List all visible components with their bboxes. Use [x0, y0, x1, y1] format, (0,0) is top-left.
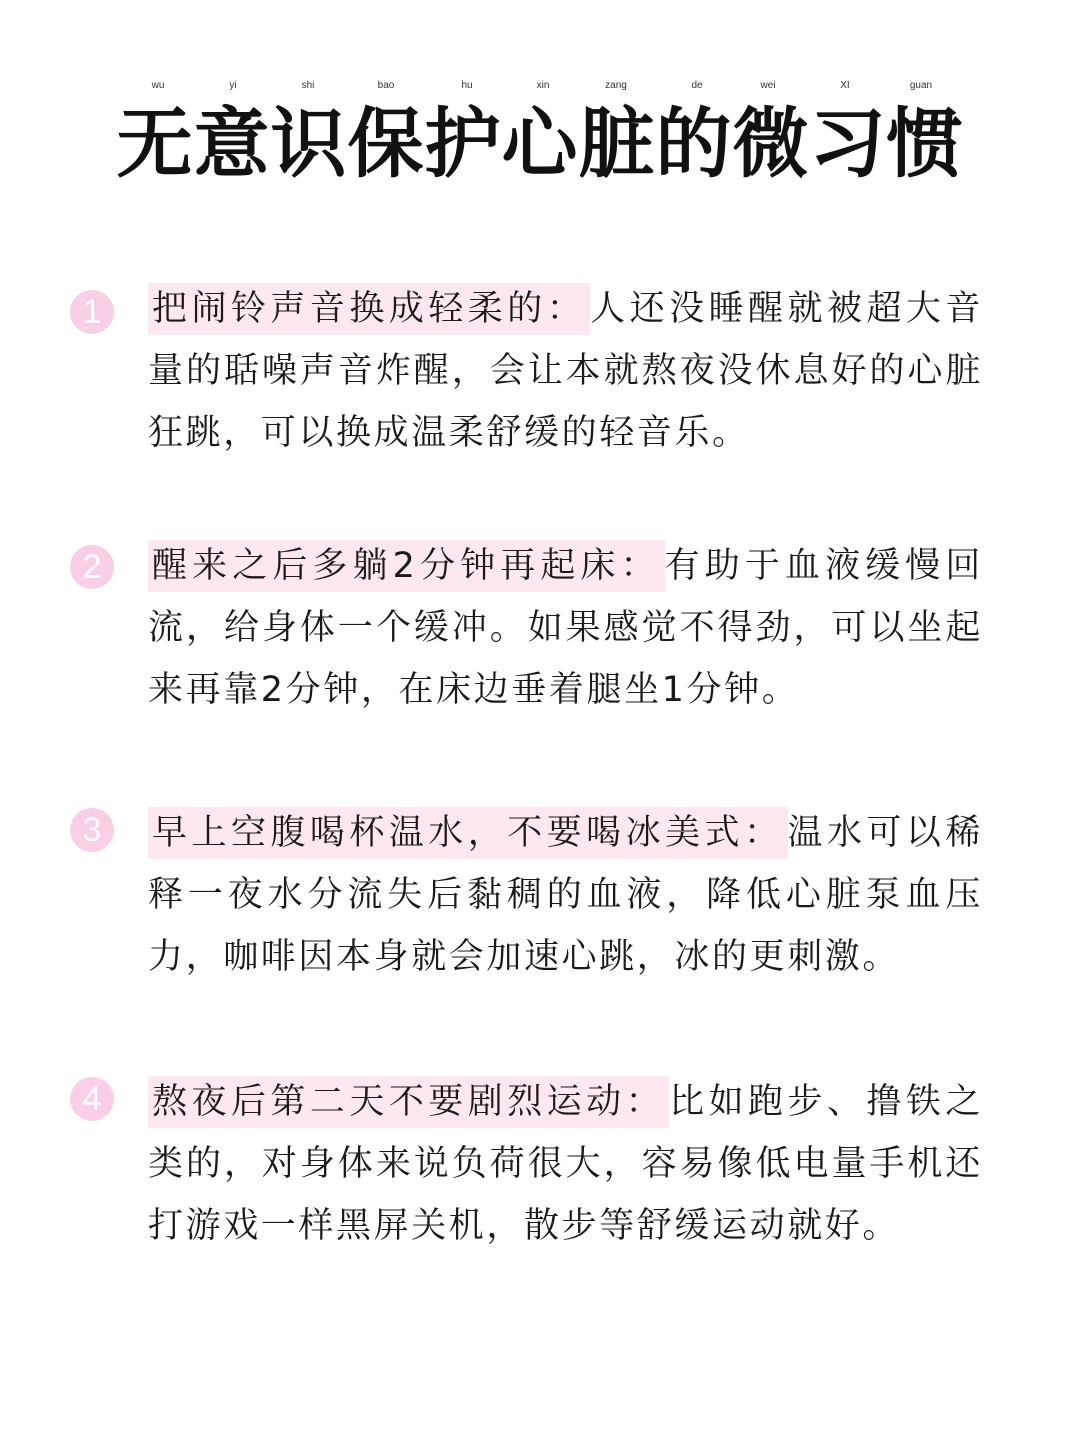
habit-text	[148, 1071, 983, 1257]
pinyin-syllable: zang	[605, 80, 627, 91]
habit-heading: 把闹铃声音换成轻柔的：	[148, 283, 590, 335]
pinyin-syllable: xin	[536, 80, 550, 91]
pinyin-syllable: guan	[909, 80, 933, 91]
habit-text	[148, 802, 983, 988]
page-title: 无意识保护心脏的微习惯	[116, 99, 964, 188]
pinyin-syllable: wu	[151, 80, 165, 91]
habit-body: 温水可以稀释一夜水分流失后黏稠的血液，降低心脏泵血压力，咖啡因本身就会加速心跳，冰的更刺激。	[148, 813, 983, 977]
habit-heading: 早上空腹喝杯温水，不要喝冰美式：	[148, 807, 788, 859]
number-badge: 1	[70, 290, 114, 334]
habit-heading: 醒来之后多躺2分钟再起床：	[148, 540, 665, 592]
title-pinyin	[120, 80, 960, 96]
number-badge: 2	[70, 545, 114, 589]
pinyin-syllable: de	[691, 80, 703, 91]
habit-text	[148, 535, 983, 721]
pinyin-syllable: hu	[461, 80, 473, 91]
habit-heading: 熬夜后第二天不要剧烈运动：	[148, 1076, 669, 1128]
pinyin-syllable: bao	[377, 80, 395, 91]
habit-text	[148, 278, 983, 464]
number-badge: 3	[70, 808, 114, 852]
habit-body: 人还没睡醒就被超大音量的聒噪声音炸醒，会让本就熬夜没休息好的心脏狂跳，可以换成温柔舒缓的轻音乐。	[148, 289, 983, 453]
pinyin-syllable: wei	[760, 80, 776, 91]
habit-body: 比如跑步、撸铁之类的，对身体来说负荷很大，容易像低电量手机还打游戏一样黑屏关机，散步等舒缓运动就好。	[148, 1082, 983, 1246]
pinyin-syllable: yi	[229, 80, 237, 91]
pinyin-syllable: XI	[840, 80, 850, 91]
number-badge: 4	[70, 1077, 114, 1121]
pinyin-syllable: shi	[301, 80, 315, 91]
habit-body: 有助于血液缓慢回流，给身体一个缓冲。如果感觉不得劲，可以坐起来再靠2分钟，在床边垂着腿坐1分钟。	[148, 546, 983, 710]
